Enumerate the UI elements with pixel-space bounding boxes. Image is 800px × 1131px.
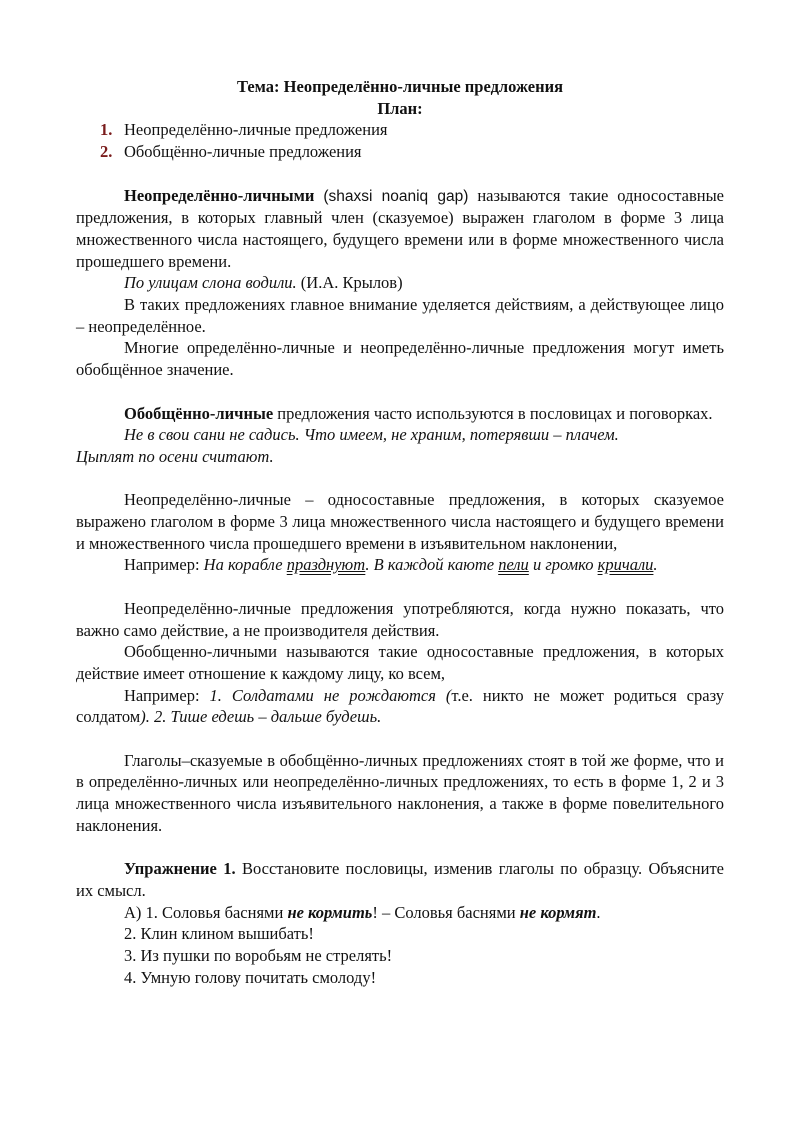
example-italic: На корабле <box>203 555 283 575</box>
exercise-item: 3. Из пушки по воробьям не стрелять! <box>124 946 393 966</box>
paragraph-generalized: Многие определённо-личные и неопределённо-личные предложения могут иметь обобщённое значение. <box>76 338 724 380</box>
example-author: (И.А. Крылов) <box>300 273 403 293</box>
term-bold: Обобщённо-личные <box>124 403 274 423</box>
example-italic: . <box>653 555 658 575</box>
exercise-instruction: Восстановите пословицы, изменив глаголы по образцу. Объясните их смысл. <box>76 859 724 900</box>
example-italic: По улицам слона водили. <box>124 273 297 293</box>
exercise-text: А) 1. Соловья баснями <box>124 902 284 922</box>
plan-item-text: Обобщённо-личные предложения <box>124 142 362 162</box>
exercise-text: ! – Соловья баснями <box>372 902 516 922</box>
paragraph-verbs: Глаголы–сказуемые в обобщённо-личных предложениях стоят в той же форме, что и в определённо-личных или неопределённо-личных предложениях, то есть в форме 1, 2 и 3 лица множественного числа изъявительного наклонения, а также в форме повелительного наклонения. <box>76 750 724 835</box>
plan-heading: План: <box>377 98 423 118</box>
exercise-item: 2. Клин клином вышибать! <box>124 924 314 944</box>
term-bold: Неопределённо-личными <box>124 185 315 205</box>
example-italic: и громко <box>532 555 594 575</box>
definition-text: предложения часто используются в пословицах и поговорках. <box>277 403 713 423</box>
exercise-item <box>76 902 724 924</box>
paragraph-example-soldiers <box>76 685 724 728</box>
paragraph-generalized-definition <box>76 403 724 425</box>
document-content <box>76 76 724 988</box>
paragraph-usage: Неопределённо-личные предложения употребляются, когда нужно показать, что важно само действие, а не производителя действия. <box>76 598 724 640</box>
example-italic: 1. Солдатами не рождаются ( <box>209 685 452 705</box>
paragraph-summary: Неопределённо-личные – односоставные предложения, в которых сказуемое выражено глаголом в форме 3 лица множественного числа настоящего и будущего времени и множественного числа прошедшего времени в изъявительном наклонении, <box>76 490 724 553</box>
paragraph-definition <box>76 185 724 273</box>
paragraph-focus: В таких предложениях главное внимание уделяется действиям, а действующее лицо – неопределённое. <box>76 295 724 336</box>
exercise-heading <box>76 858 724 901</box>
predicate-underlined: пели <box>498 555 529 575</box>
example-lead: Например: <box>124 555 200 575</box>
definition-text: называются такие односоставные предложения, в которых главный член (сказуемое) выражен глаголом в форме 3 лица множественного числа настоящего, будущего времени или в форме множественного числа прошедшего времени. <box>76 185 724 271</box>
plan-item-text: Неопределённо-личные предложения <box>124 120 388 140</box>
plan-list <box>76 119 724 162</box>
exercise-item: 4. Умную голову почитать смолоду! <box>124 967 377 987</box>
example-explanation: т.е. никто не может родиться сразу солдатом <box>76 685 724 727</box>
plan-item <box>76 141 724 163</box>
predicate-underlined: кричали <box>597 555 654 575</box>
example-lead: Например: <box>124 685 200 705</box>
page-title: Тема: Неопределённо-личные предложения <box>236 77 564 96</box>
proverb-line: Цыплят по осени считают. <box>76 446 274 466</box>
predicate-underlined: празднуют <box>286 555 366 575</box>
paragraph-proverbs <box>76 424 724 467</box>
example-italic: . В каждой каюте <box>365 555 495 575</box>
example-italic: ). 2. Тише едешь – дальше будешь. <box>140 707 382 727</box>
paragraph-generalized-personal: Обобщенно-личными называются такие односоставные предложения, в которых действие имеет отношение к каждому лицу, ко всем, <box>76 642 724 683</box>
exercise-verb: не кормят <box>519 902 597 922</box>
exercise-text: . <box>596 902 601 922</box>
plan-item <box>76 119 724 141</box>
paragraph-example-quote <box>76 272 724 294</box>
exercise-title: Упражнение 1. <box>124 859 236 879</box>
uzbek-term: (shaxsi noaniq gap) <box>323 187 469 205</box>
plan-item-number: 2. <box>100 142 113 162</box>
paragraph-example-ship <box>76 554 724 576</box>
exercise-verb: не кормить <box>287 902 373 922</box>
proverb-line: Не в свои сани не садись. Что имеем, не храним, потерявши – плачем. <box>124 425 619 445</box>
plan-item-number: 1. <box>100 120 113 140</box>
